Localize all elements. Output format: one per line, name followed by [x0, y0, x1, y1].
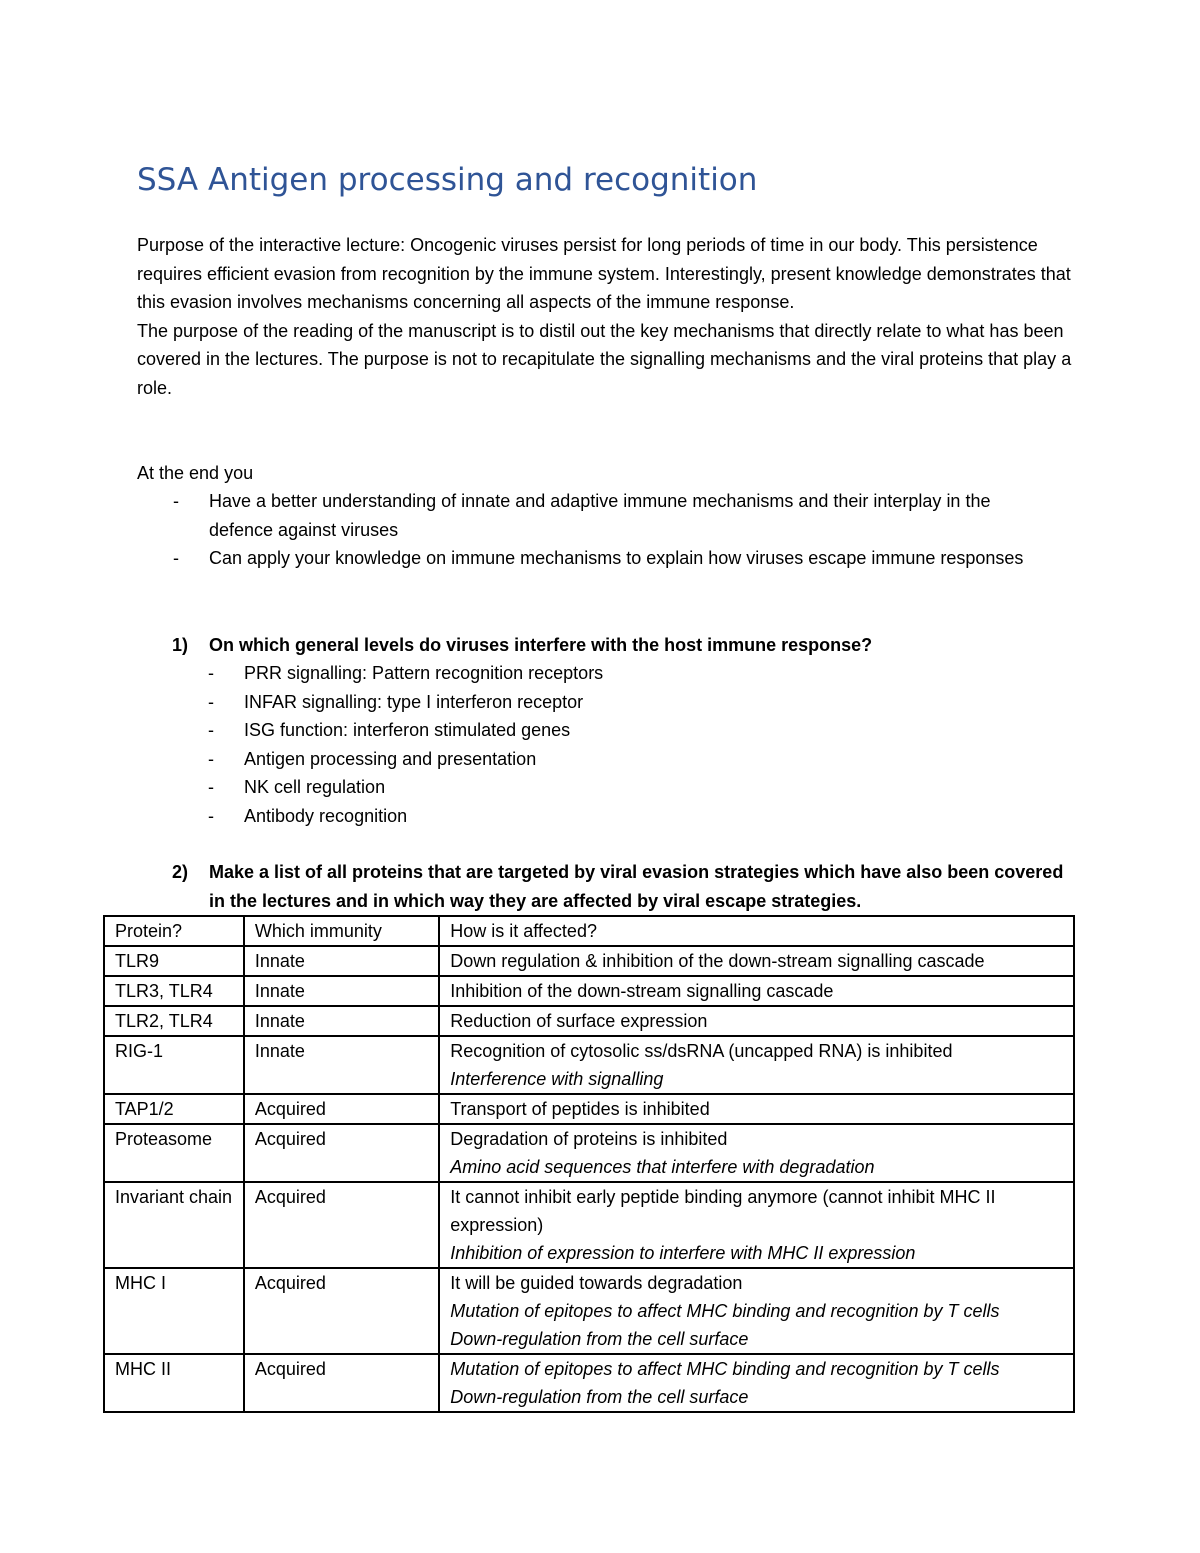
- effect-line-italic: Inhibition of expression to interfere with MHC II expression: [450, 1243, 916, 1263]
- list-item-text: Have a better understanding of innate and adaptive immune mechanisms and their interplay in the defence against viruses: [209, 491, 991, 540]
- table-header-row: [104, 916, 1074, 946]
- list-item-text: ISG function: interferon stimulated genes: [244, 720, 571, 740]
- effect-line: Reduction of surface expression: [450, 1011, 708, 1031]
- cell-protein: RIG-1: [104, 1036, 244, 1094]
- learning-goals-list: [137, 487, 1037, 573]
- effect-line-italic: Mutation of epitopes to affect MHC binding and recognition by T cells: [450, 1301, 1000, 1321]
- dash-bullet: -: [208, 805, 214, 826]
- effect-line: It cannot inhibit early peptide binding anymore (cannot inhibit MHC II expression): [450, 1187, 996, 1235]
- cell-protein: TLR2, TLR4: [104, 1006, 244, 1036]
- end-heading: At the end you: [137, 463, 254, 483]
- list-item: [172, 659, 1072, 688]
- cell-immunity: Acquired: [244, 1182, 439, 1268]
- dash-bullet: -: [208, 777, 214, 797]
- cell-immunity: Innate: [244, 976, 439, 1006]
- dash-bullet: -: [208, 691, 214, 712]
- cell-protein: TLR3, TLR4: [104, 976, 244, 1006]
- list-item-text: NK cell regulation: [244, 777, 386, 797]
- question-2: [172, 858, 1072, 915]
- question-number: 2): [172, 862, 189, 882]
- intro-paragraph: Purpose of the interactive lecture: Oncogenic viruses persist for long periods of time in our body. This persistence requires efficient evasion from recognition by the immune system. Interestingly, present knowledge demonstrates that this evasion involves mechanisms concerning all aspects of the immune response.: [137, 235, 1071, 312]
- list-item: [172, 773, 1072, 802]
- cell-immunity: Acquired: [244, 1094, 439, 1124]
- table-row: [104, 1354, 1074, 1412]
- effect-line-italic: Down-regulation from the cell surface: [450, 1329, 749, 1349]
- cell-effect: [439, 946, 1074, 976]
- cell-immunity: Innate: [244, 946, 439, 976]
- list-item-text: PRR signalling: Pattern recognition receptors: [244, 663, 604, 683]
- cell-immunity: Innate: [244, 1036, 439, 1094]
- question-1: [172, 631, 1072, 660]
- effect-line: Recognition of cytosolic ss/dsRNA (uncapped RNA) is inhibited: [450, 1041, 953, 1061]
- intro-paragraph: The purpose of the reading of the manuscript is to distil out the key mechanisms that directly relate to what has been covered in the lectures. The purpose is not to recapitulate the signalling mechanisms and the viral proteins that play a role.: [137, 320, 1072, 398]
- effect-line-italic: Amino acid sequences that interfere with degradation: [450, 1157, 875, 1177]
- cell-protein: MHC I: [104, 1268, 244, 1354]
- effect-line-italic: Interference with signalling: [450, 1069, 664, 1089]
- table-row: [104, 946, 1074, 976]
- intro-section: [137, 231, 1077, 402]
- dash-bullet: -: [208, 720, 214, 740]
- list-item: [172, 688, 1072, 717]
- dash-bullet: -: [208, 663, 214, 683]
- header-protein: Protein?: [104, 916, 244, 946]
- cell-effect: [439, 1182, 1074, 1268]
- cell-protein: TAP1/2: [104, 1094, 244, 1124]
- cell-immunity: Acquired: [244, 1268, 439, 1354]
- cell-protein: Invariant chain: [104, 1182, 244, 1268]
- list-item: [172, 802, 1072, 831]
- list-item-text: INFAR signalling: type I interferon receptor: [244, 691, 584, 712]
- cell-protein: MHC II: [104, 1354, 244, 1412]
- table-row: [104, 1124, 1074, 1182]
- cell-immunity: Acquired: [244, 1124, 439, 1182]
- list-item: [172, 716, 1072, 745]
- interference-levels-list: [172, 659, 1072, 830]
- cell-effect: [439, 976, 1074, 1006]
- cell-protein: TLR9: [104, 946, 244, 976]
- header-immunity: Which immunity: [244, 916, 439, 946]
- protein-table: [103, 915, 1075, 1413]
- table-row: [104, 1006, 1074, 1036]
- effect-line-italic: Mutation of epitopes to affect MHC binding and recognition by T cells: [450, 1359, 1000, 1379]
- cell-protein: Proteasome: [104, 1124, 244, 1182]
- question-text: On which general levels do viruses interfere with the host immune response?: [209, 635, 873, 655]
- list-item-text: Antigen processing and presentation: [244, 748, 537, 769]
- question-number: 1): [172, 635, 189, 655]
- table-row: [104, 1268, 1074, 1354]
- list-item: [172, 745, 1072, 774]
- cell-immunity: Acquired: [244, 1354, 439, 1412]
- table-row: [104, 976, 1074, 1006]
- cell-effect: [439, 1354, 1074, 1412]
- list-item-text: Antibody recognition: [244, 805, 408, 826]
- effect-line: It will be guided towards degradation: [450, 1273, 743, 1293]
- page-title: SSA Antigen processing and recognition: [137, 162, 758, 198]
- header-effect: How is it affected?: [439, 916, 1074, 946]
- effect-line: Transport of peptides is inhibited: [450, 1099, 710, 1119]
- question-text: Make a list of all proteins that are targeted by viral evasion strategies which have also been covered in the lectures and in which way they are affected by viral escape strategies.: [209, 862, 1064, 911]
- table-row: [104, 1094, 1074, 1124]
- dash-bullet: -: [173, 491, 179, 511]
- list-item-text: Can apply your knowledge on immune mechanisms to explain how viruses escape immune responses: [209, 548, 1024, 568]
- effect-line-italic: Down-regulation from the cell surface: [450, 1387, 749, 1407]
- cell-effect: [439, 1268, 1074, 1354]
- cell-immunity: Innate: [244, 1006, 439, 1036]
- cell-effect: [439, 1124, 1074, 1182]
- effect-line: Inhibition of the down-stream signalling cascade: [450, 981, 834, 1001]
- effect-line: Down regulation & inhibition of the down-stream signalling cascade: [450, 951, 985, 971]
- list-item: [137, 487, 1037, 544]
- list-item: [137, 544, 1037, 573]
- cell-effect: [439, 1006, 1074, 1036]
- table-row: [104, 1036, 1074, 1094]
- cell-effect: [439, 1036, 1074, 1094]
- dash-bullet: -: [208, 748, 214, 769]
- cell-effect: [439, 1094, 1074, 1124]
- dash-bullet: -: [173, 548, 179, 568]
- effect-line: Degradation of proteins is inhibited: [450, 1129, 728, 1149]
- table-row: [104, 1182, 1074, 1268]
